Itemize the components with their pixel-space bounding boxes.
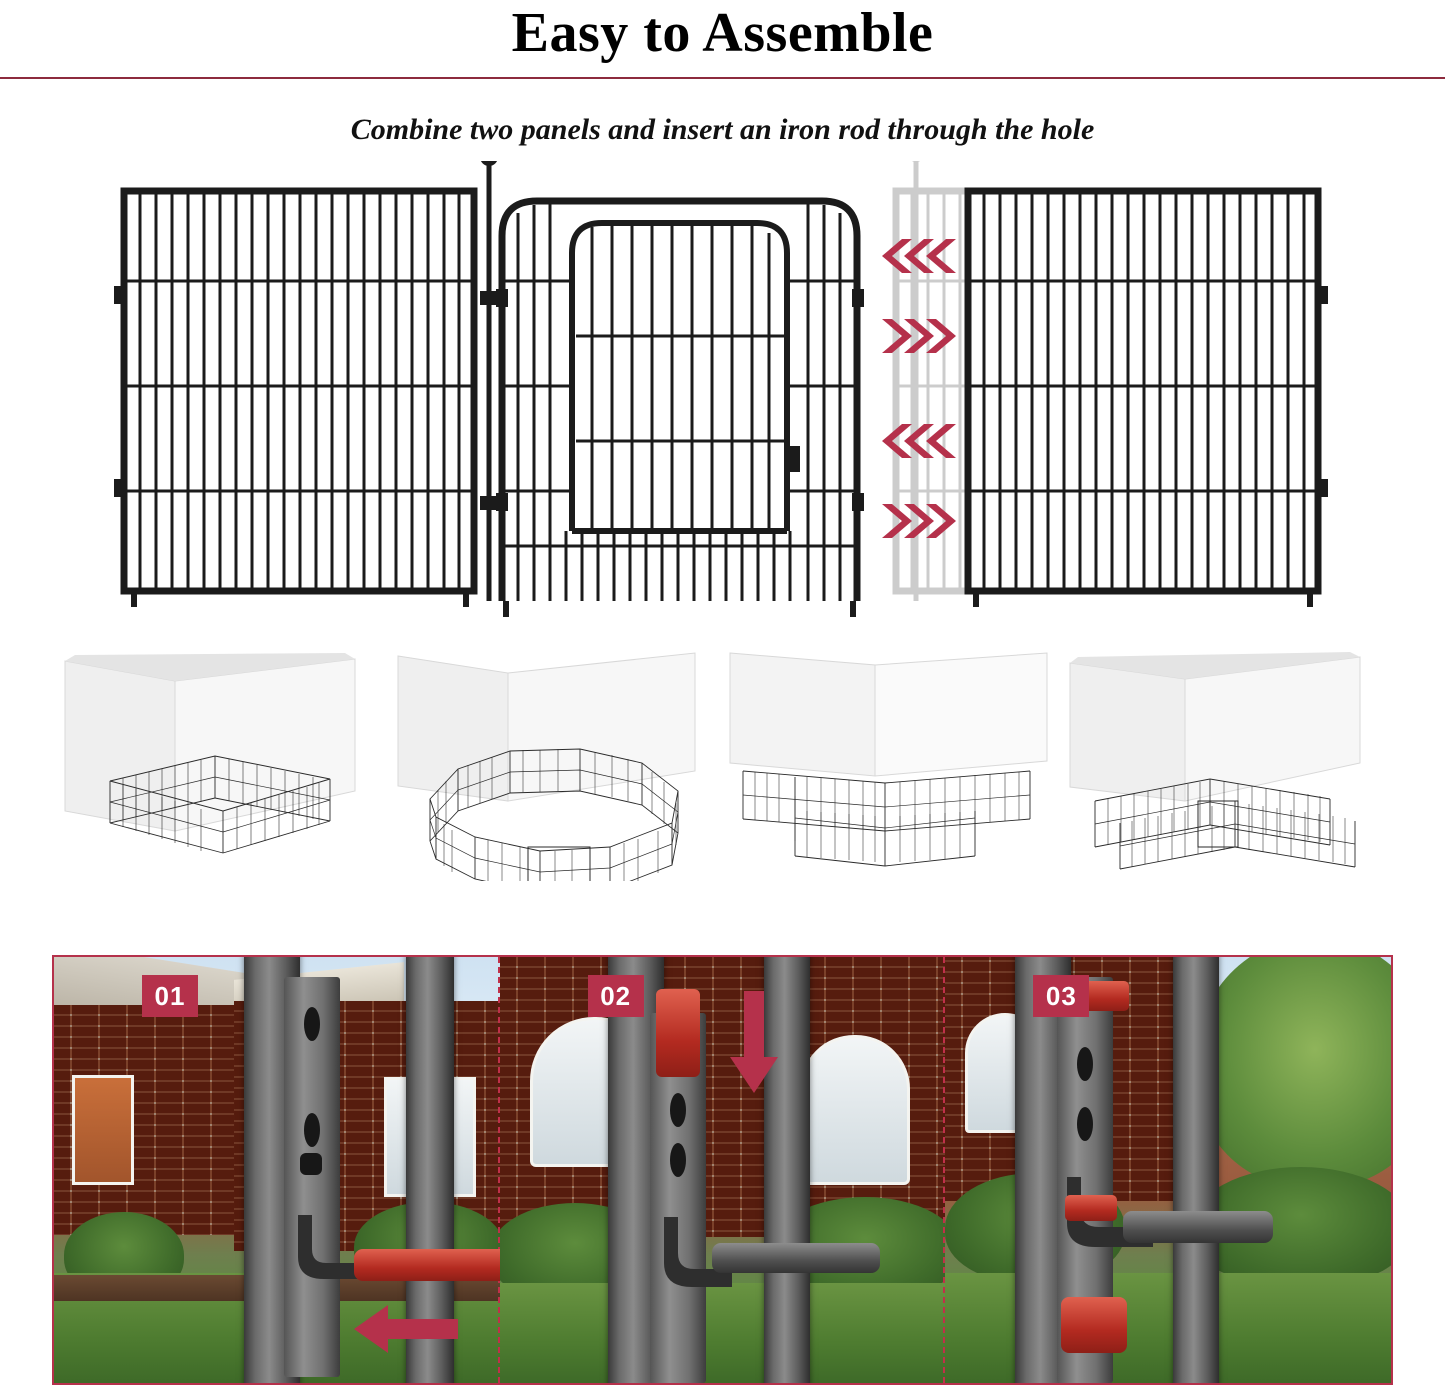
step-photo-03 [945,957,1391,1383]
gate-fence-panel [496,201,864,617]
step-badge-01: 01 [142,975,198,1017]
config-octagon-open [390,651,720,881]
config-square-against-wall [55,651,385,881]
lawn-03 [945,1273,1391,1383]
window-01 [72,1075,134,1185]
wall-backdrop [1070,652,1360,801]
red-pin-02 [656,989,700,1077]
title-divider [0,77,1445,79]
step-photo-01 [54,957,500,1383]
config-corner-divided [1060,651,1390,881]
bracket-hole-01b [304,1113,320,1147]
direction-arrow-left-01 [354,1299,464,1359]
iron-rod-left [480,161,498,601]
wall-backdrop [730,653,1047,776]
configuration-row [0,631,1445,881]
bracket-hole-02b [670,1143,686,1177]
right-fence-panel [968,191,1328,607]
instruction-subtitle: Combine two panels and insert an iron rod through the hole [350,112,1095,146]
photo-divider-01 [498,957,500,1383]
window-02b [800,1035,910,1185]
step-badge-02: 02 [588,975,644,1017]
wall-backdrop [398,653,695,801]
step-photo-strip [52,955,1393,1385]
left-fence-panel [114,191,474,607]
page-title: Easy to Assemble [511,2,934,64]
playpen-wide [743,771,1030,866]
photo-divider-02 [943,957,945,1383]
red-rod-01 [354,1249,500,1281]
direction-arrow-down-02 [724,987,784,1097]
panel-combination-diagram [0,161,1445,631]
step-badge-03: 03 [1033,975,1089,1017]
red-base-03 [1061,1297,1127,1353]
grey-rod-02 [712,1243,880,1273]
step-photo-02 [500,957,946,1383]
tree-03 [1195,957,1391,1187]
grey-rod-03 [1123,1211,1273,1243]
config-wide-against-wall [725,651,1055,881]
bracket-slot-01 [300,1153,322,1175]
red-lock-03 [1065,1195,1117,1221]
fence-post-03b [1173,957,1219,1383]
bracket-hole-02a [670,1093,686,1127]
bracket-hole-01a [304,1007,320,1041]
